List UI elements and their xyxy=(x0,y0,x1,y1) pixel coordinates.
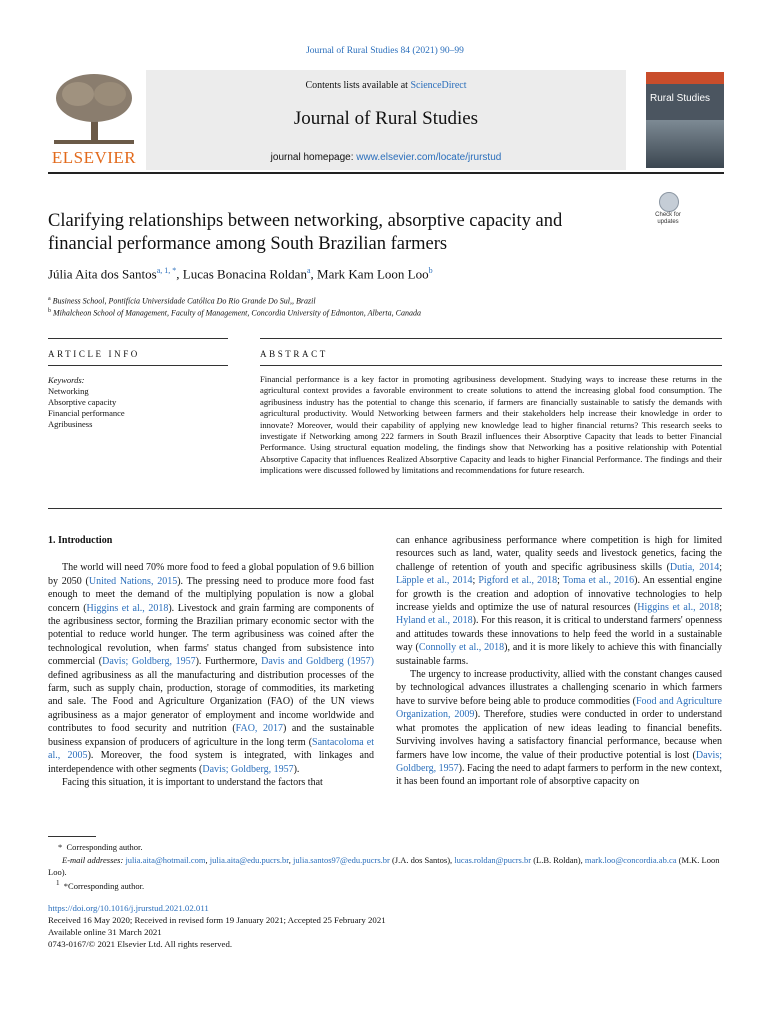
author-separator: , xyxy=(176,266,183,282)
text-run: ). Facing the need to adapt farmers to perform in the new context, it has been found an important role of absorptive capacity on xyxy=(396,762,723,788)
keyword: Networking xyxy=(48,386,89,396)
homepage-link[interactable]: www.elsevier.com/locate/jrurstud xyxy=(356,152,502,163)
sciencedirect-link[interactable]: ScienceDirect xyxy=(410,80,467,91)
text-run: defined agribusiness as all the manufacturing and distribution processes of the farm, such as supply chain, production, storage of commodities, its marketing and sale. The Food and Agriculture Organization (FAO) of the UN views agribusiness as a major generator of employment and income worldwide and contributes to food security and nutrition ( xyxy=(48,669,374,735)
text-run: can enhance agribusiness performance where competition is high for limited resources such as land, water, quality seeds and livestock genetics, facing the challenge of retention of youth and specific agribusiness skills ( xyxy=(396,535,722,573)
masthead-divider xyxy=(48,172,724,174)
journal-title: Journal of Rural Studies xyxy=(293,108,479,129)
footnote-mark: 1 xyxy=(56,879,60,887)
citation-link[interactable]: Higgins et al., 2018 xyxy=(86,602,169,614)
article-info-rule xyxy=(48,365,228,366)
text-run: ). Moreover, the food system is integrated, with linkages and interdependence with other segments ( xyxy=(48,750,374,775)
citation-link[interactable]: Pigford et al., 2018 xyxy=(478,575,558,587)
keyword: Financial performance xyxy=(48,408,125,418)
copyright: 0743-0167/© 2021 Elsevier Ltd. All rights reserved. xyxy=(48,939,233,949)
text-run: ). Livestock and grain farming are components of the agribusiness sector, forming the Brazilian primary economic sector with the potential to reduce world hunger. The term agribusiness was coined after the technological revolution, when farms' status changed from subsistence into commercial ( xyxy=(48,602,374,668)
citation-link[interactable]: Toma et al., 2016 xyxy=(562,575,635,587)
available-online: Available online 31 March 2021 xyxy=(48,927,162,937)
contents-prefix: Contents lists available at xyxy=(305,80,411,91)
tree-logo-icon xyxy=(48,70,140,148)
article-title xyxy=(48,210,618,256)
left-column xyxy=(48,534,374,789)
text-run: ). Furthermore, xyxy=(195,656,262,668)
paragraph xyxy=(48,776,374,789)
doi-link[interactable]: https://doi.org/10.1016/j.jrurstud.2021.02.011 xyxy=(48,903,209,913)
text-run: ; xyxy=(719,602,722,614)
paragraph xyxy=(48,561,374,776)
abstract-text: Financial performance is a key factor in promoting agribusiness development. Studying ways to increase these returns in the agricultural context provides a favorable environment to create solutions to attend the increasing global food consumption. The agribusiness industry has the potential to change this scenario, if farmers are financially sustainable to satisfy the demands with agricultural productivity. Would Networking between farmers and their stakeholders help increase their knowledge in order to innovate? Moreover, would their capability of applying new knowledge lead to higher financial returns? This research seeks to investigate if Networking among 222 farmers in South Brazil influences their Absorptive Capacity that leads to better Financial Performance. Using structural equation modeling, the findings show that Networking has a positive relationship with Potential Absorptive Capacity that influences Realized Absorptive Capacity and leads to higher Financial Performance. The findings and their implications were discussed followed by limitations and recommendations for future research. xyxy=(260,374,722,476)
affiliation xyxy=(48,296,316,306)
footnote-rule xyxy=(48,836,96,837)
article-history xyxy=(48,902,386,950)
text-run: (L.B. Roldan), xyxy=(531,855,585,865)
author-list xyxy=(48,266,433,282)
text-run: ; xyxy=(719,561,722,573)
citation-link[interactable]: Dutia, 2014 xyxy=(669,561,720,573)
footnote-text: *Corresponding author. xyxy=(63,880,145,891)
contents-line xyxy=(146,80,626,91)
received-dates: Received 16 May 2020; Received in revised form 19 January 2021; Accepted 25 February 2021 xyxy=(48,915,386,925)
text-run: ) and the sustainable business expansion of producers of agriculture in the long term ( xyxy=(48,723,375,748)
citation-link[interactable]: Davis; Goldberg, 1957 xyxy=(102,656,196,668)
email-list xyxy=(48,855,719,877)
affiliation-text: Business School, Pontifícia Universidade Católica Do Rio Grande Do Sul,, Brazil xyxy=(52,296,316,306)
keywords-block xyxy=(48,375,228,430)
citation-link[interactable]: FAO, 2017 xyxy=(235,723,283,735)
affiliation-text: Mihalcheon School of Management, Faculty of Management, Concordia University of Edmonton, Alberta, Canada xyxy=(53,308,421,318)
text-run: (M.K. Loon Loo). xyxy=(48,855,720,877)
affiliation-mark: b xyxy=(48,308,51,314)
check-for-updates-badge[interactable] xyxy=(648,192,688,230)
text-run: The urgency to increase productivity, allied with the constant changes caused by technological advances illustrates a challenging scenario in which farmers have to survive before being able to produce commodities ( xyxy=(396,669,722,707)
section-heading: 1. Introduction xyxy=(48,535,113,546)
author-separator: , xyxy=(310,266,318,282)
author-name[interactable]: Lucas Bonacina Roldan xyxy=(182,266,307,282)
journal-masthead xyxy=(48,70,724,170)
text-run: ; xyxy=(472,575,479,587)
keywords-label: Keywords: xyxy=(48,375,85,385)
footnote-1 xyxy=(56,879,144,891)
text-run: ). Therefore, studies were conducted in order to understand what promotes the application of new ideas leading to financial benefits. Surviving involves having a satisfactory financial performance, because when farmers have low income, the value of their productive potential is lost ( xyxy=(396,709,722,761)
masthead-banner xyxy=(146,70,626,170)
text-run: (J.A. dos Santos), xyxy=(389,855,455,865)
keyword: Agribusiness xyxy=(48,419,93,429)
text-run: ). The pressing need to produce more food fast enough to meet the demand of the multiplying population is now a global concern ( xyxy=(48,575,374,614)
citation-link[interactable]: Läpple et al., 2014 xyxy=(396,575,473,587)
abstract-heading: ABSTRACT xyxy=(260,349,328,359)
homepage-line xyxy=(146,152,626,163)
article-info-heading: ARTICLE INFO xyxy=(48,349,140,359)
citation-link[interactable]: Davis and Goldberg (1957) xyxy=(261,656,374,668)
footnote-corresponding xyxy=(58,842,143,852)
title-line: financial performance among South Brazilian farmers xyxy=(48,234,448,254)
author-name[interactable]: Mark Kam Loon Loo xyxy=(317,266,429,282)
author-affiliation-mark[interactable]: a xyxy=(306,266,311,275)
right-column xyxy=(396,534,722,789)
abstract-rule xyxy=(260,365,722,366)
text-run: ), and it is more likely to achieve this with financially sustainable farms. xyxy=(396,642,722,667)
email-link[interactable]: julia.aita@edu.pucrs.br xyxy=(209,855,289,865)
footnote-text: Corresponding author. xyxy=(66,842,143,852)
citation-link[interactable]: Connolly et al., 2018 xyxy=(418,642,505,654)
text-run: ). For this reason, it is critical to understand farmers' openness and attitudes towards these innovations to help feed the world in a sustainable way ( xyxy=(396,615,722,654)
cover-title: Rural Studies xyxy=(650,93,711,104)
title-line: Clarifying relationships between networking, absorptive capacity and xyxy=(48,211,563,231)
article-info-rule xyxy=(48,338,228,339)
elsevier-logo xyxy=(48,70,140,170)
footnote-emails xyxy=(48,854,722,878)
author-name[interactable]: Júlia Aita dos Santos xyxy=(48,266,157,282)
citation-link[interactable]: United Nations, 2015 xyxy=(88,575,178,587)
author-affiliation-mark[interactable]: b xyxy=(428,266,433,275)
affiliation-mark: a xyxy=(48,296,51,302)
author-affiliation-mark[interactable]: a, 1, * xyxy=(156,266,177,275)
cover-photo xyxy=(646,120,724,168)
keyword: Absorptive capacity xyxy=(48,397,117,407)
citation-link[interactable]: Hyland et al., 2018 xyxy=(396,615,473,627)
footnote-mark: * xyxy=(58,842,63,852)
text-run: ; xyxy=(557,575,563,587)
publisher-wordmark: ELSEVIER xyxy=(51,148,137,167)
citation-link[interactable]: Food and Agriculture Organization, 2009 xyxy=(396,695,722,721)
text-run: The world will need 70% more food to feed a global population of 9.6 billion by 2050 ( xyxy=(48,562,374,587)
citation-link[interactable]: Santacoloma et al., 2005 xyxy=(48,736,374,762)
journal-reference[interactable]: Journal of Rural Studies 84 (2021) 90–99 xyxy=(306,46,464,56)
text-run: ). xyxy=(293,763,300,775)
text-run: , xyxy=(205,855,210,865)
citation-link[interactable]: Davis; Goldberg, 1957 xyxy=(202,763,294,775)
email-link[interactable]: lucas.roldan@pucrs.br xyxy=(454,855,532,865)
affiliation xyxy=(48,308,421,318)
text-run: ). An essential engine for growth is the creation and adoption of innovative technologies to help increase yields and optimize the use of natural resources ( xyxy=(396,575,722,614)
citation-link[interactable]: Higgins et al., 2018 xyxy=(637,602,720,614)
paragraph xyxy=(396,668,722,789)
email-link[interactable]: julia.aita@hotmail.com xyxy=(125,855,206,865)
email-link[interactable]: julia.santos97@edu.pucrs.br xyxy=(293,855,390,865)
text-run: , xyxy=(288,855,294,865)
journal-cover-image xyxy=(646,72,724,168)
text-run: Facing this situation, it is important to understand the factors that xyxy=(62,776,323,788)
homepage-prefix: journal homepage: xyxy=(270,152,357,163)
citation-link[interactable]: Davis; Goldberg, 1957 xyxy=(396,749,722,774)
check-updates-icon xyxy=(659,192,679,212)
paragraph xyxy=(396,534,722,668)
cover-header-band xyxy=(646,72,724,84)
abstract-bottom-rule xyxy=(48,508,722,509)
email-label: E-mail addresses: xyxy=(62,855,124,865)
abstract-rule xyxy=(260,338,722,339)
check-updates-label: Check for updates xyxy=(655,212,681,225)
email-link[interactable]: mark.loo@concordia.ab.ca xyxy=(584,855,677,865)
